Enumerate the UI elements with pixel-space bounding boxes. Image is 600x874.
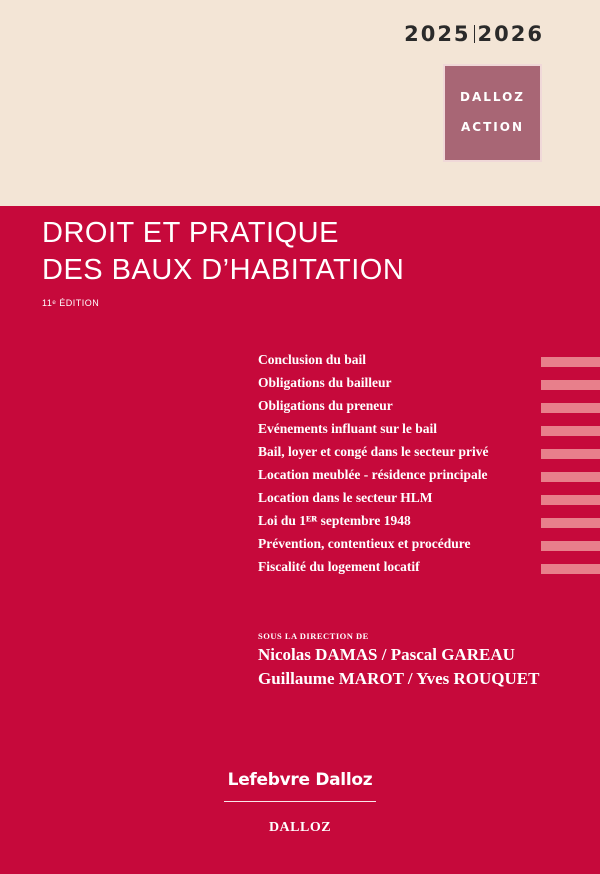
stripe — [541, 495, 600, 505]
direction-label: SOUS LA DIRECTION DE — [258, 631, 369, 641]
publisher-name: Lefebvre Dalloz — [227, 770, 373, 790]
topic-item: Fiscalité du logement locatif — [258, 559, 420, 574]
series-name-line2: ACTION — [461, 120, 524, 134]
publisher-divider — [224, 801, 376, 802]
topic-item: Obligations du bailleur — [258, 375, 392, 390]
stripe — [541, 449, 600, 459]
year-end: 2026 — [477, 22, 544, 46]
book-title — [42, 215, 404, 289]
stripe — [541, 426, 600, 436]
series-badge — [443, 64, 542, 162]
stripe — [541, 403, 600, 413]
topic-item: Prévention, contentieux et procédure — [258, 536, 471, 551]
imprint-logo: DALLOZ — [268, 820, 332, 835]
topic-item: Evénements influant sur le bail — [258, 421, 438, 436]
top-band — [0, 0, 600, 206]
stripe — [541, 518, 600, 528]
authors-line2: Guillaume MAROT / Yves ROUQUET — [258, 669, 540, 688]
topics-list — [258, 351, 488, 581]
authors-line1: Nicolas DAMAS / Pascal GAREAU — [258, 645, 515, 664]
topic-item: Bail, loyer et congé dans le secteur privé — [258, 444, 489, 459]
stripe — [541, 541, 600, 551]
topic-item: Loi du 1ᴱᴿ septembre 1948 — [258, 513, 411, 528]
year-separator — [474, 25, 475, 43]
topic-item: Conclusion du bail — [258, 352, 367, 367]
edition-years — [404, 22, 544, 46]
topic-item: Location dans le secteur HLM — [258, 490, 433, 505]
stripe — [541, 380, 600, 390]
stripe — [541, 564, 600, 574]
series-name-line1: DALLOZ — [459, 90, 525, 104]
year-start: 2025 — [404, 22, 471, 46]
topic-item: Location meublée - résidence principale — [258, 467, 488, 482]
stripe — [541, 357, 600, 367]
stripe — [541, 472, 600, 482]
title-line2: DES BAUX D’HABITATION — [42, 254, 405, 286]
title-line1: DROIT ET PRATIQUE — [42, 217, 339, 249]
decorative-stripes — [541, 357, 600, 587]
topic-item: Obligations du preneur — [258, 398, 393, 413]
edition-label: 11ᵉ ÉDITION — [42, 298, 100, 308]
